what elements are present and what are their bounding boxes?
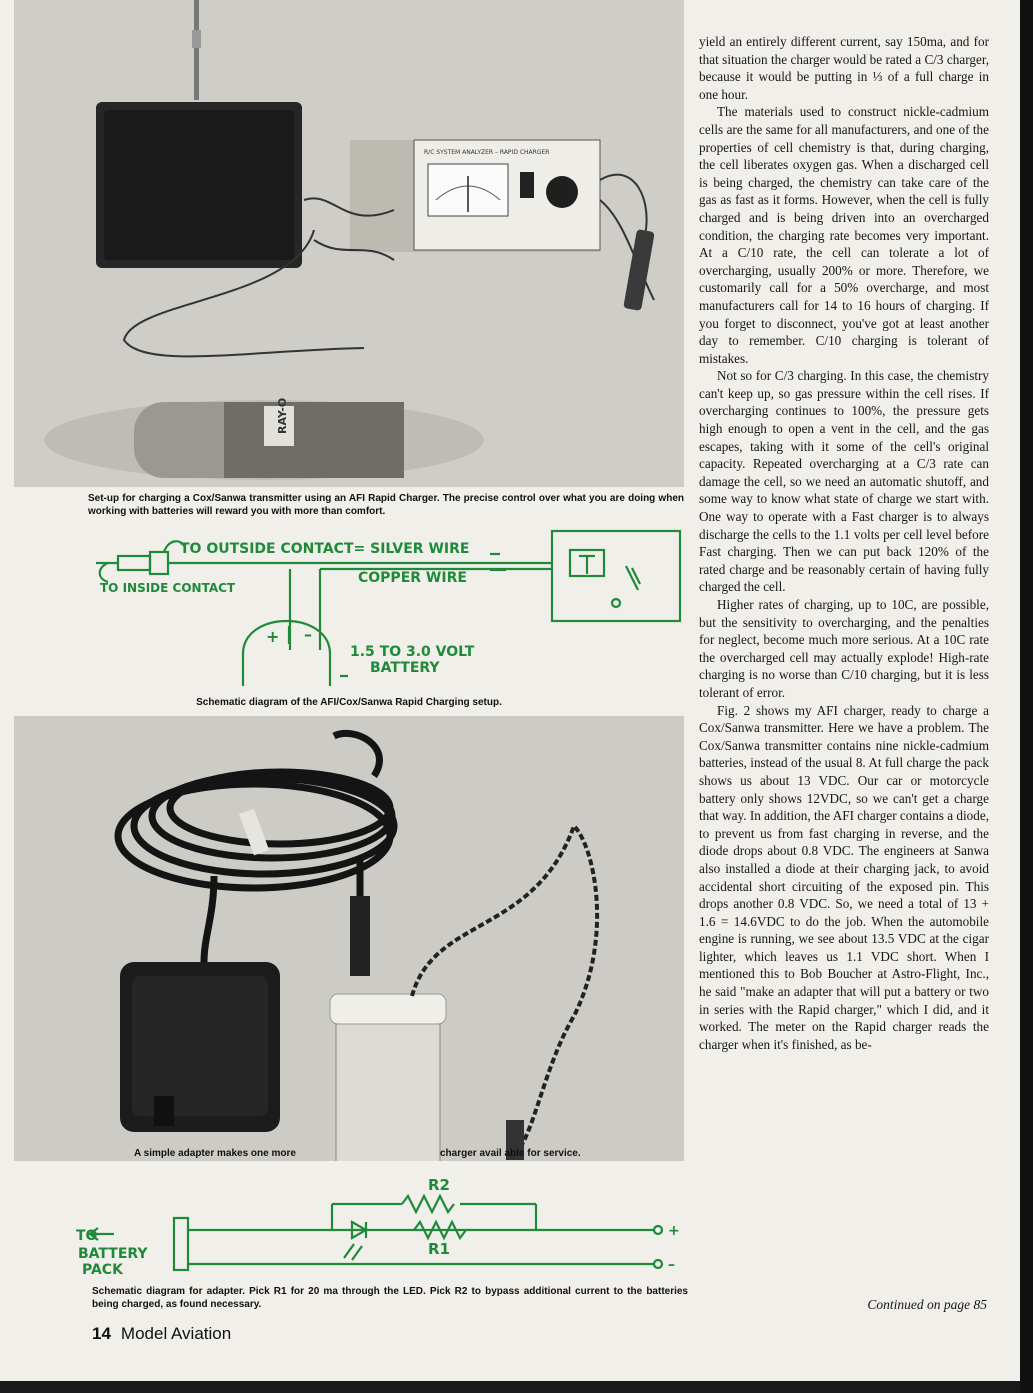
- plug: [350, 896, 370, 976]
- caption-photo1: Set-up for charging a Cox/Sanwa transmitter using an AFI Rapid Charger. The precise control over what you are doing when working with batteries will reward you with more than comfort.: [88, 493, 684, 517]
- charger-panel-label: R/C SYSTEM ANALYZER – RAPID CHARGER: [424, 149, 550, 156]
- label-plus: +: [668, 1223, 680, 1239]
- continued-note: Continued on page 85: [867, 1297, 987, 1312]
- schematic-adapter: [14, 1168, 688, 1280]
- label-r1: R1: [428, 1240, 450, 1258]
- resistor-r2: [402, 1196, 454, 1212]
- battery-symbol: [243, 621, 330, 686]
- label-to: TO: [76, 1228, 98, 1244]
- label-inside-contact: TO INSIDE CONTACT: [100, 581, 236, 595]
- magazine-name: Model Aviation: [120, 1324, 232, 1343]
- photo-adapter: [14, 716, 684, 1161]
- photo-adapter-drawing: [14, 716, 684, 1161]
- label-copper-wire: COPPER WIRE: [358, 570, 467, 586]
- battery-pack-connector: [174, 1218, 188, 1270]
- caption-photo2-left: A simple adapter makes one more: [134, 1148, 296, 1159]
- label-minus: –: [668, 1257, 675, 1273]
- page-footer: [92, 1324, 231, 1344]
- photo-charger-setup-drawing: [14, 0, 684, 487]
- label-outside-contact: TO OUTSIDE CONTACT= SILVER WIRE: [180, 541, 470, 557]
- caption-schematic1: Schematic diagram of the AFI/Cox/Sanwa Rapid Charging setup.: [196, 697, 502, 708]
- label-battery: BATTERY: [370, 660, 440, 676]
- article-column: [699, 33, 989, 1053]
- caption-schematic2: Schematic diagram for adapter. Pick R1 for 20 ma through the LED. Pick R2 to bypass additional current to the batteries being charged, as found necessary.: [92, 1286, 688, 1310]
- knob: [546, 176, 578, 208]
- plug-inside-contact: [118, 556, 150, 570]
- battery-brand: RAY-O: [276, 397, 289, 434]
- paragraph: The materials used to construct nickle-cadmium cells are the same for all manufacturers, and one of the properties of cell chemistry is that, during charging, the cell liberates oxygen gas. When a discharged cell is being charged, the chemistry can take care of the gas as fast as it forms. However, when the cell is fully charged and is being driven into an overcharged condition, the charging rate becomes very important. At a C/10 rate, the cell can tolerate a lot of overcharging, usually 200% or more. Therefore, we customarily call for a 50% overcharge, and most manufacturers call for 14 to 16 hours of charging. If you forget to disconnect, you've got at least another day to remember. C/10 charging is tolerant of mistakes.: [699, 104, 989, 366]
- label-battery: BATTERY: [78, 1246, 148, 1262]
- plug-body: [150, 552, 168, 574]
- battery-plus: +: [266, 627, 280, 646]
- jack-symbol: [612, 599, 620, 607]
- antenna: [194, 0, 199, 100]
- label-pack: PACK: [82, 1262, 123, 1278]
- photo-charger-setup: [14, 0, 684, 487]
- battery-minus: –: [304, 625, 312, 644]
- label-battery-voltage: 1.5 TO 3.0 VOLT: [350, 644, 475, 660]
- terminal-minus: [654, 1260, 662, 1268]
- page-number: 14: [92, 1324, 111, 1343]
- paragraph: yield an entirely different current, say 150ma, and for that situation the charger would be rated a C/3 charger, because it would be putting in ⅓ of a full charge in one hour.: [699, 34, 989, 102]
- page-edge-shadow: [1020, 0, 1033, 1393]
- caption-photo2-right: charger avail able for service.: [440, 1148, 581, 1159]
- paragraph: Fig. 2 shows my AFI charger, ready to charge a Cox/Sanwa transmitter. Here we have a problem. The Cox/Sanwa transmitter contains nine nickle-cadmium batteries, instead of the usual 8. At full charge the pack shows us about 13 VDC. Our car or motorcycle battery only shows 12VDC, so we can't get a charge that way. In addition, the AFI charger contains a diode, to prevent us from fast charging in reverse, and the diode drops about 0.8 VDC. The engineers at Sanwa also installed a diode at their charging jack, to avoid accidental short circuiting of the exposed pin. This drops another 0.8 VDC. So, we need a total of 13 + 1.6 = 14.6VDC to do the job. When the automobile engine is running, we see about 13.5 VDC at the cigar lighter, which leaves us 1.1 VDC short. When I mentioned this to Bob Boucher at Astro-Flight, Inc., he said "make an adapter that will put a battery or two in series with the Rapid charger," which I did, and it worked. The meter on the Rapid charger reads the charger when it's finished, as be-: [699, 702, 989, 1052]
- paragraph: Higher rates of charging, up to 10C, are possible, but the sensitivity to overcharging, and the penalties for neglect, become much more serious. At a 10C rate the overcharged cell may actually explode! High-rate charging is no worse than C/10 charging, but it is less tolerant of error.: [699, 597, 989, 700]
- paragraph: Not so for C/3 charging. In this case, the chemistry can't keep up, so gas pressure within the cell rises. If overcharging continues to 100%, the pressure gets high enough to open a vent in the cell, and the gas escapes, taking with it some of the cell's original capacity. Repeated overcharging at a C/3 rate can damage the cell, so we need an automatic shutoff, and some way to know what state of charge we start with. One way to operate with a Fast charger is to always discharge the cells to the 1.1 volts per cell level before Fast charging. Then we can put back 120% of the rated charge and be reasonably certain of having fully charged the cell.: [699, 368, 989, 595]
- terminal-plus: [654, 1226, 662, 1234]
- schematic-rapid-charging: [14, 526, 684, 692]
- label-r2: R2: [428, 1176, 450, 1194]
